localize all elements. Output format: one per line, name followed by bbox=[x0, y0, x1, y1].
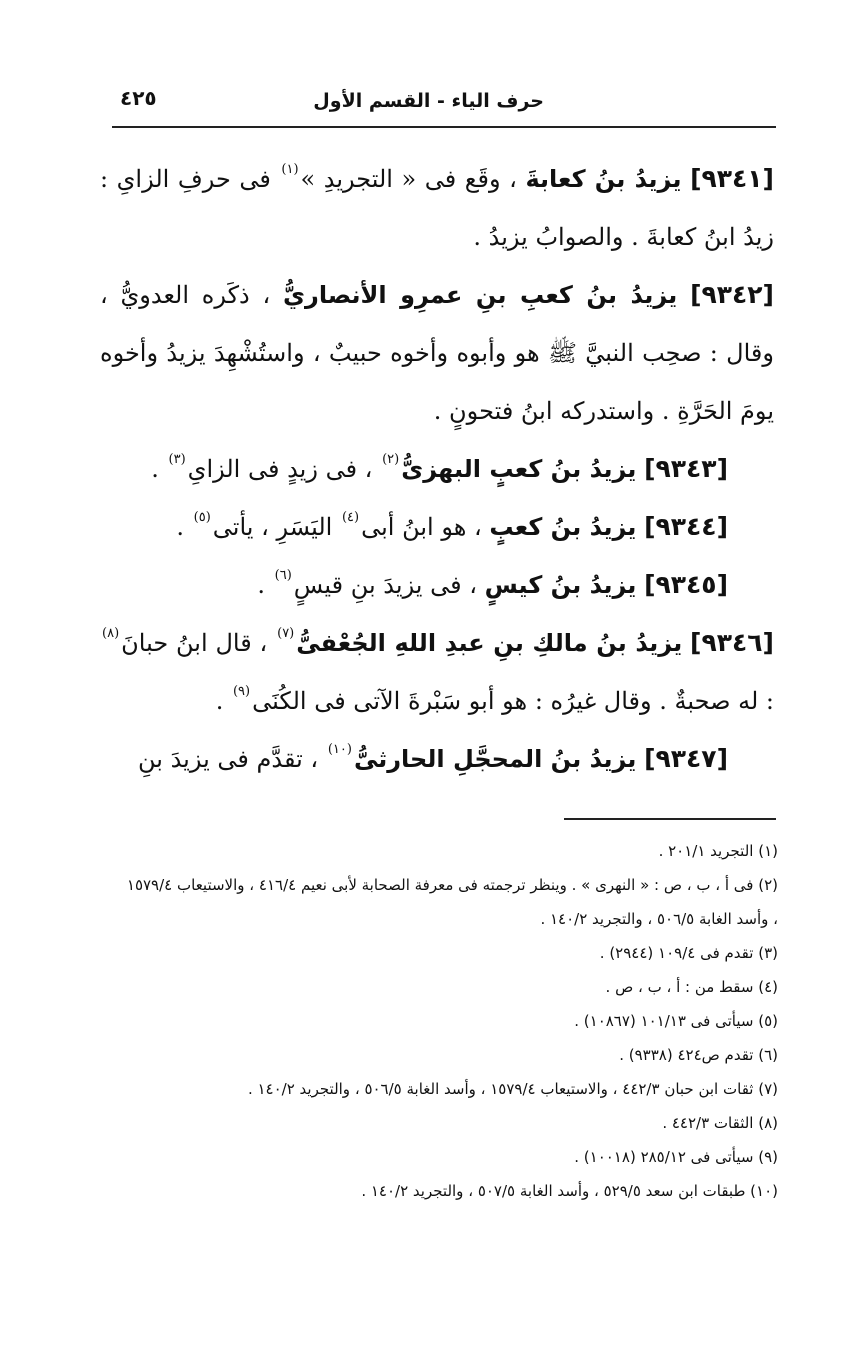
footnote-ref: (٣) bbox=[168, 452, 186, 467]
entry-number: [٩٣٤٢] bbox=[690, 280, 774, 309]
entry-text: ، هو ابنُ أبى bbox=[361, 513, 482, 541]
entry-name: يزيدُ بنُ مالكِ بنِ عبدِ اللهِ الجُعْفىُّ bbox=[296, 629, 683, 657]
entry-text: : له صحبةٌ . وقال غيرُه : هو أبو سَبْرةَ الآتى فى الكُنَى bbox=[252, 687, 774, 715]
entry-name: يزيدُ بنُ المحجَّلِ الحارثىُّ bbox=[353, 745, 637, 773]
footnote-ref: (٨) bbox=[102, 626, 120, 641]
entry-text: اليَسَرِ ، يأتى bbox=[212, 513, 340, 541]
entry-text: ، فى زيدٍ فى الزاىِ bbox=[187, 455, 373, 483]
entry-number: [٩٣٤٣] bbox=[644, 454, 728, 483]
footnote-ref: (٥) bbox=[193, 510, 211, 525]
entry-number: [٩٣٤٧] bbox=[644, 744, 728, 773]
entry-number: [٩٣٤٤] bbox=[644, 512, 728, 541]
footnote-ref: (٦) bbox=[274, 568, 292, 583]
running-title: حرف الياء - القسم الأول bbox=[313, 90, 544, 112]
footnote-10: (١٠) طبقات ابن سعد ٥٢٩/٥ ، وأسد الغابة ٥٠٧/٥ ، والتجريد ١٤٠/٢ . bbox=[361, 1182, 778, 1200]
entry-number: [٩٣٤٦] bbox=[690, 628, 774, 657]
entry-9347 bbox=[100, 730, 774, 788]
page-header bbox=[112, 82, 776, 128]
entry-name: يزيدُ بنُ كعابةَ bbox=[525, 165, 682, 193]
footnote-7: (٧) ثقات ابن حبان ٤٤٢/٣ ، والاستيعاب ١٥٧٩/٤ ، وأسد الغابة ٥٠٦/٥ ، والتجريد ١٤٠/٢ . bbox=[247, 1080, 778, 1098]
entry-9341 bbox=[100, 150, 774, 266]
entry-9346 bbox=[100, 614, 774, 730]
entry-text: ، قال ابنُ حبانَ bbox=[121, 629, 268, 657]
entry-name: يزيدُ بنُ كيسٍ bbox=[484, 571, 637, 599]
entry-text: ، فى يزيدَ بنِ قيسٍ bbox=[293, 571, 477, 599]
footnote-divider bbox=[564, 818, 776, 820]
footnote-3: (٣) تقدم فى ١٠٩/٤ (٢٩٤٤) . bbox=[599, 944, 778, 962]
footnote-8: (٨) الثقات ٤٤٢/٣ . bbox=[662, 1114, 778, 1132]
entry-9344 bbox=[100, 498, 774, 556]
entry-name: يزيدُ بنُ كعبٍ bbox=[489, 513, 637, 541]
entry-number: [٩٣٤٥] bbox=[644, 570, 728, 599]
footnote-ref: (٧) bbox=[277, 626, 295, 641]
entry-9343 bbox=[100, 440, 774, 498]
entry-9345 bbox=[100, 556, 774, 614]
entry-text: . bbox=[257, 571, 273, 599]
entry-name: يزيدُ بنُ كعبٍ البهزىُّ bbox=[401, 455, 637, 483]
footnote-2: (٢) فى أ ، ب ، ص : « النهرى » . وينظر ترجمته فى معرفة الصحابة لأبى نعيم ٤١٦/٤ ، والاستيعاب ١٥٧٩/٤ ، وأسد الغابة ٥٠٦/٥ ، والتجريد ١٤٠/٢ . bbox=[126, 876, 778, 928]
entry-text: . bbox=[176, 513, 192, 541]
page-number: ٤٢٥ bbox=[120, 86, 157, 110]
footnotes bbox=[120, 834, 778, 1208]
footnote-4: (٤) سقط من : أ ، ب ، ص . bbox=[605, 978, 778, 996]
entry-text: ، تقدَّم فى يزيدَ بنِ bbox=[138, 745, 319, 773]
main-text bbox=[100, 150, 774, 788]
footnote-1: (١) التجريد ٢٠١/١ . bbox=[658, 842, 778, 860]
entry-text: فى حرفِ الزاىِ : زيدُ ابنُ كعابةَ . والصوابُ يزيدُ . bbox=[100, 165, 774, 251]
entry-9342 bbox=[100, 266, 774, 440]
footnote-6: (٦) تقدم ص٤٢٤ (٩٣٣٨) . bbox=[619, 1046, 778, 1064]
footnote-9: (٩) سيأتى فى ٢٨٥/١٢ (١٠٠١٨) . bbox=[574, 1148, 778, 1166]
entry-text: ، ذكَره العدويُّ ، وقال : صحِب النبيَّ ﷺ هو وأبوه وأخوه حبيبٌ ، واستُشْهِدَ يزيدُ وأخوه يومَ الحَرَّةِ . واستدركه ابنُ فتحونٍ . bbox=[100, 281, 774, 425]
footnote-ref: (٤) bbox=[341, 510, 360, 525]
footnote-ref: (١) bbox=[281, 162, 299, 177]
entry-number: [٩٣٤١] bbox=[690, 164, 774, 193]
entry-name: يزيدُ بنُ كعبِ بنِ عمرِو الأنصاريُّ bbox=[283, 281, 678, 309]
entry-text: . bbox=[151, 455, 167, 483]
footnote-5: (٥) سيأتى فى ١٠١/١٣ (١٠٨٦٧) . bbox=[574, 1012, 778, 1030]
footnote-ref: (١٠) bbox=[327, 742, 352, 757]
footnote-ref: (٢) bbox=[382, 452, 400, 467]
footnote-ref: (٩) bbox=[232, 684, 251, 699]
entry-text: . bbox=[215, 687, 231, 715]
entry-text: ، وقَع فى « التجريدِ » bbox=[300, 165, 517, 193]
